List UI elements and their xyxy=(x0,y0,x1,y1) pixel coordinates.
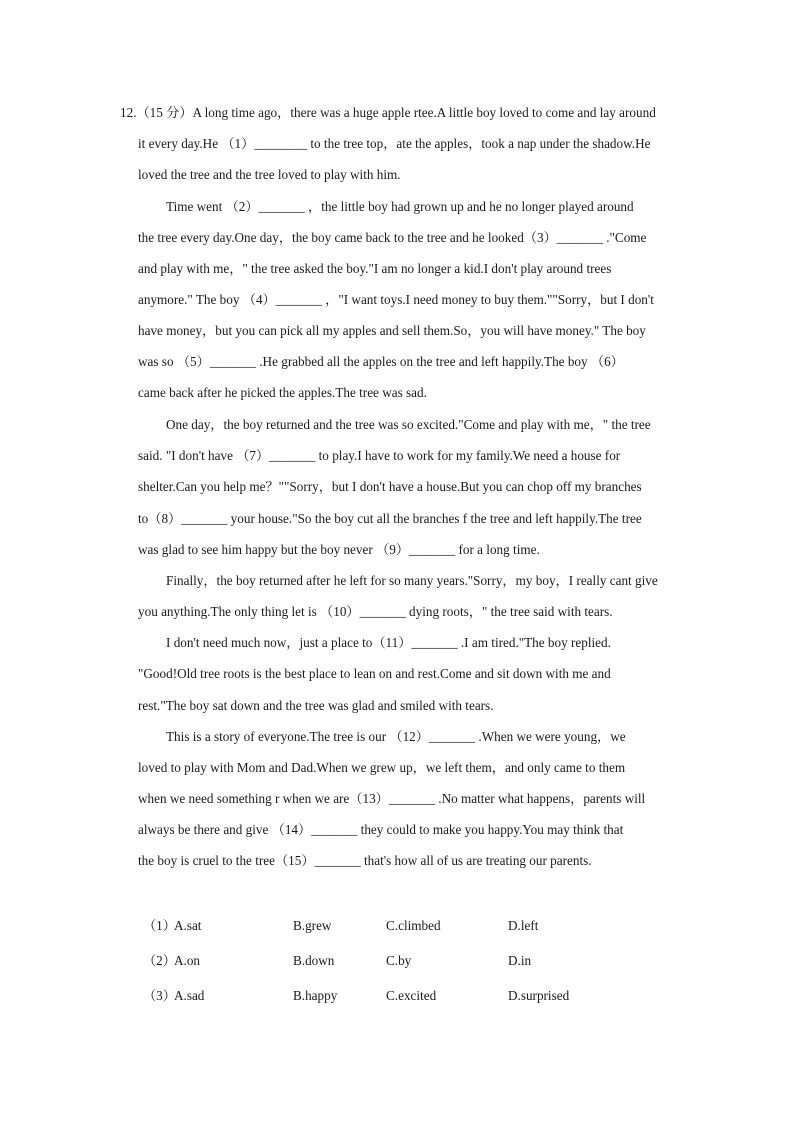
passage-line: Time went （2）_______ ，the little boy had grown up and he no longer played around xyxy=(166,199,634,214)
option-b: B.down xyxy=(293,953,335,968)
passage-line: 12.（15 分）A long time ago，there was a huge apple rtee.A little boy loved to come and lay around xyxy=(120,105,656,120)
passage-line: and play with me，" the tree asked the boy."I am no longer a kid.I don't play around trees xyxy=(138,261,612,276)
passage-line: you anything.The only thing let is （10）_______ dying roots，" the tree said with tears. xyxy=(138,604,613,619)
passage-line: was so （5）_______ .He grabbed all the apples on the tree and left happily.The boy （6） xyxy=(138,354,624,369)
option-b: B.happy xyxy=(293,988,338,1003)
option-d: D.in xyxy=(508,953,532,968)
option-a: A.sat xyxy=(174,918,202,933)
option-number: （1） xyxy=(143,918,176,933)
passage-line: "Good!Old tree roots is the best place to lean on and rest.Come and sit down with me and xyxy=(138,666,611,681)
passage-line: I don't need much now，just a place to（11）_______ .I am tired."The boy replied. xyxy=(166,635,611,650)
option-c: C.by xyxy=(386,953,412,968)
option-a: A.sad xyxy=(174,988,205,1003)
passage-line: have money，but you can pick all my apples and sell them.So，you will have money." The boy xyxy=(138,323,646,338)
option-a: A.on xyxy=(174,953,201,968)
passage-line: was glad to see him happy but the boy never （9）_______ for a long time. xyxy=(138,542,540,557)
passage-line: anymore." The boy （4）_______ ，"I want toys.I need money to buy them.""Sorry，but I don't xyxy=(138,292,654,307)
passage-line: the boy is cruel to the tree（15）_______ that's how all of us are treating our parents. xyxy=(138,853,592,868)
option-d: D.left xyxy=(508,918,539,933)
option-d: D.surprised xyxy=(508,988,570,1003)
passage-line: shelter.Can you help me？""Sorry，but I don't have a house.But you can chop off my branches xyxy=(138,479,642,494)
passage-line: loved to play with Mom and Dad.When we grew up，we left them，and only came to them xyxy=(138,760,626,775)
option-c: C.climbed xyxy=(386,918,441,933)
passage-line: said. "I don't have （7）_______ to play.I have to work for my family.We need a house for xyxy=(138,448,621,463)
passage-line: it every day.He （1）________ to the tree top，ate the apples，took a nap under the shadow.He xyxy=(138,136,651,151)
passage-line: One day，the boy returned and the tree was so excited."Come and play with me，" the tree xyxy=(166,417,651,432)
passage-line: came back after he picked the apples.The tree was sad. xyxy=(138,385,427,400)
passage-line: always be there and give （14）_______ they could to make you happy.You may think that xyxy=(138,822,624,837)
passage-line: to（8）_______ your house."So the boy cut all the branches f the tree and left happily.The tree xyxy=(138,511,642,526)
option-number: （3） xyxy=(143,988,176,1003)
passage-line: loved the tree and the tree loved to play with him. xyxy=(138,167,401,182)
passage-line: rest."The boy sat down and the tree was glad and smiled with tears. xyxy=(138,698,494,713)
passage-line: when we need something r when we are（13）_______ .No matter what happens，parents will xyxy=(138,791,646,806)
passage-line: the tree every day.One day，the boy came back to the tree and he looked（3）_______ ."Come xyxy=(138,230,647,245)
option-c: C.excited xyxy=(386,988,437,1003)
passage-line: Finally，the boy returned after he left for so many years."Sorry，my boy，I really cant give xyxy=(166,573,658,588)
option-b: B.grew xyxy=(293,918,332,933)
option-number: （2） xyxy=(143,953,176,968)
passage-line: This is a story of everyone.The tree is our （12）_______ .When we were young，we xyxy=(166,729,626,744)
